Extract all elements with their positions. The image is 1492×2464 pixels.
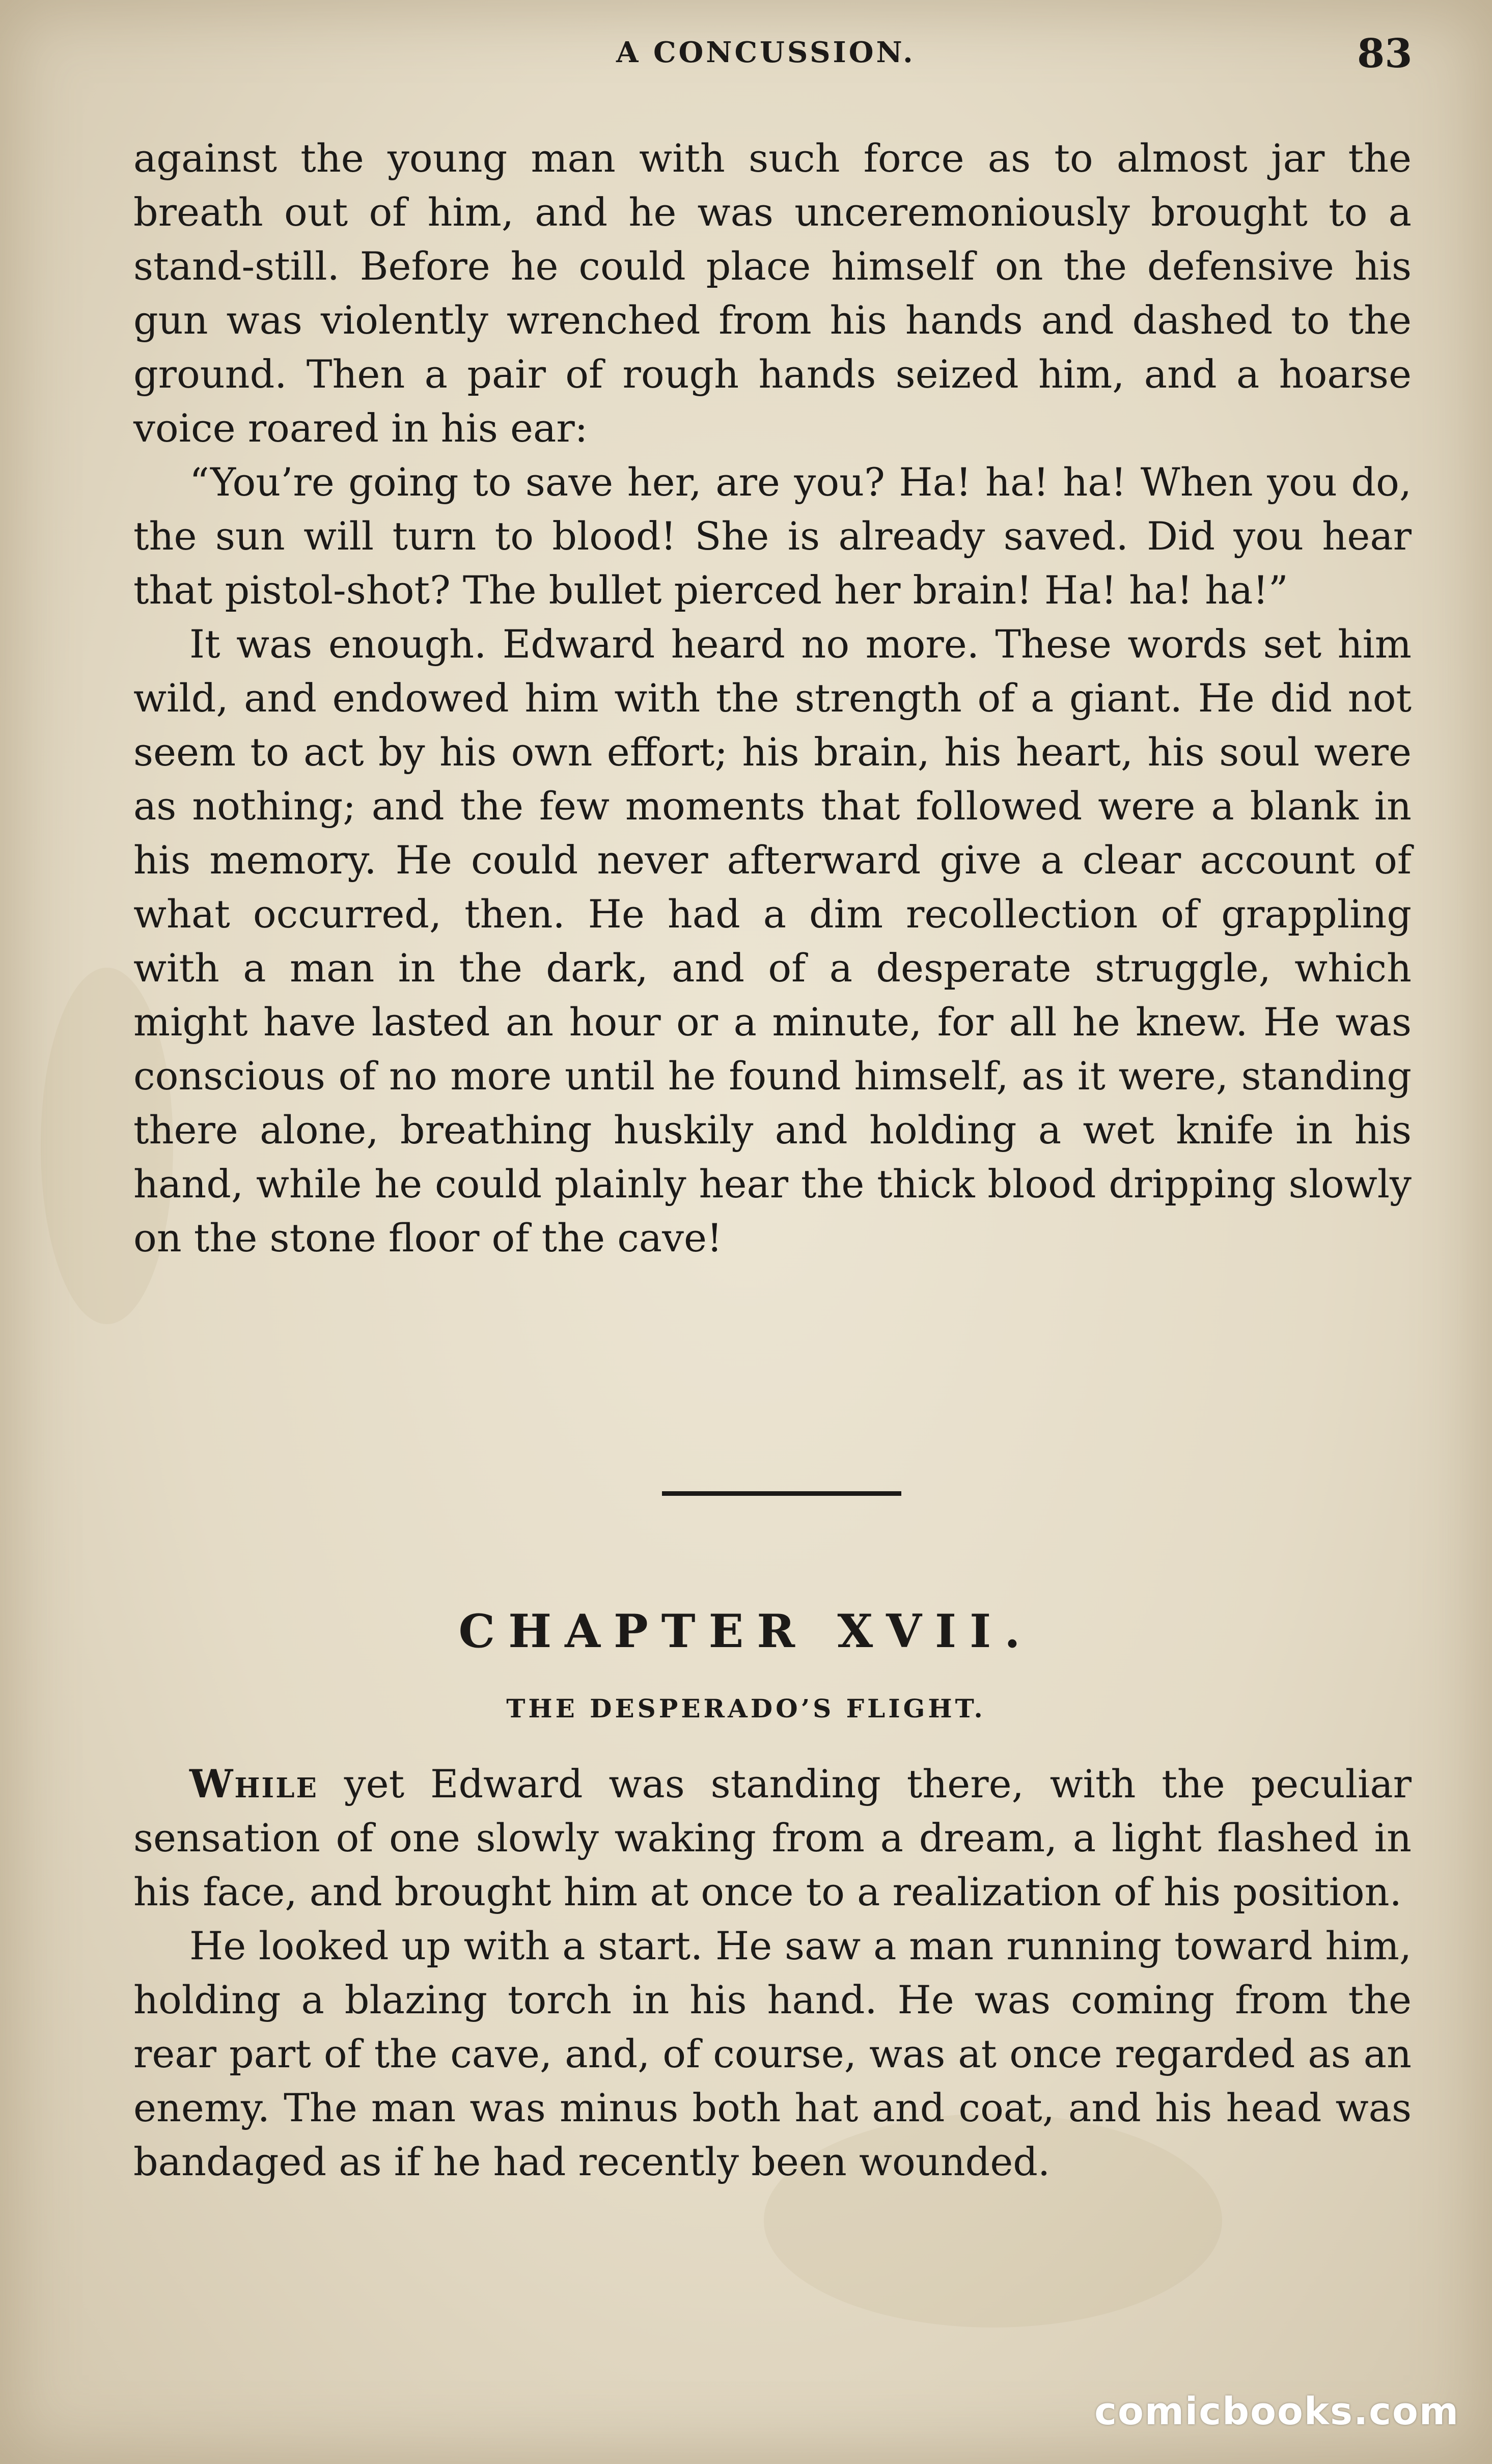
chapter-subtitle: THE DESPERADO’S FLIGHT. bbox=[506, 1693, 986, 1723]
site-watermark: comicbooks.com bbox=[1094, 2390, 1459, 2433]
section-divider-rule bbox=[662, 1491, 901, 1496]
running-head bbox=[0, 31, 1492, 81]
paragraph: It was enough. Edward heard no more. These words set him wild, and endowed him with the strength of a giant. He did not seem to act by his own effort; his brain, his heart, his soul were as nothing; and the few moments that followed were a blank in his memory. He could never afterward give a clear account of what occurred, then. He had a dim recollection of grappling with a man in the dark, and of a desperate struggle, which might have lasted an hour or a minute, for all he knew. He was conscious of no more until he found himself, as it were, standing there alone, breathing huskily and holding a wet knife in his hand, while he could plainly hear the thick blood dripping slowly on the stone floor of the cave! bbox=[133, 621, 1412, 1261]
chapter-text bbox=[133, 1757, 1412, 2189]
paragraph: He looked up with a start. He saw a man running toward him, holding a blazing torch in his hand. He was coming from the rear part of the cave, and, of course, was at once regarded as an enemy. The man was minus both hat and coat, and his head was bandaged as if he had recently been wounded. bbox=[133, 1923, 1412, 2184]
chapter-lead-in: While bbox=[189, 1761, 318, 1806]
continued-text bbox=[133, 131, 1412, 1265]
running-title: A CONCUSSION. bbox=[616, 36, 916, 69]
paragraph: “You’re going to save her, are you? Ha! ha! ha! When you do, the sun will turn to blood! She is already saved. Did you hear that pistol-shot? The bullet pierced her brain! Ha! ha! ha!” bbox=[133, 459, 1412, 613]
chapter-heading: CHAPTER XVII. bbox=[458, 1604, 1034, 1658]
paragraph bbox=[133, 1757, 1412, 1919]
paragraph: against the young man with such force as to almost jar the breath out of him, and he was unceremoniously brought to a stand-still. Before he could place himself on the defensive his gun was violently wrenched from his hands and dashed to the ground. Then a pair of rough hands seized him, and a hoarse voice roared in his ear: bbox=[133, 135, 1412, 451]
page-number: 83 bbox=[1357, 31, 1413, 77]
paragraph-text: yet Edward was standing there, with the peculiar sensation of one slowly waking from a dream, a light flashed in his face, and brought him at once to a realization of his position. bbox=[133, 1761, 1412, 1914]
